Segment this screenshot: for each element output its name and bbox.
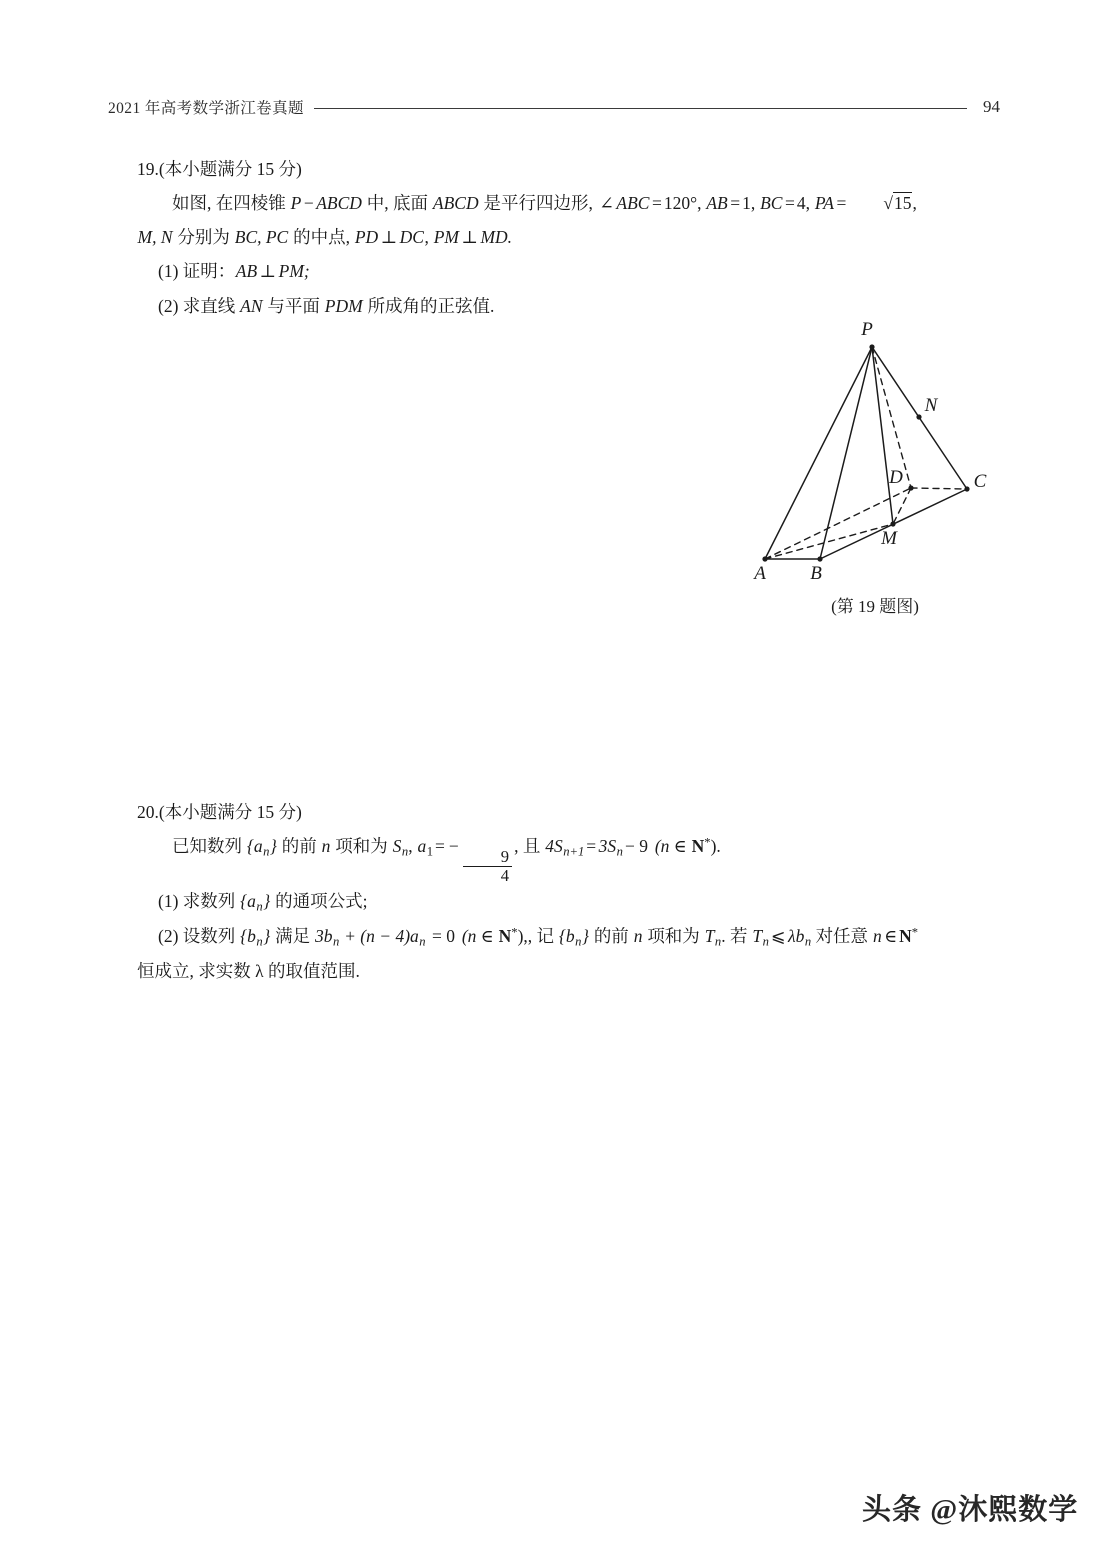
p20-le-symbol: ⩽ <box>770 926 786 947</box>
p20-star-3: * <box>911 926 919 941</box>
p20-var-n-1: n <box>321 836 331 857</box>
p20-paren-n-in: (n ∈ <box>654 836 692 857</box>
p20-comma-hidden: , <box>408 836 413 857</box>
running-header <box>108 96 1000 118</box>
math-1: 1, <box>742 193 756 214</box>
p20-4S: 4S <box>545 836 563 857</box>
p20-minus-9: − 9 <box>624 836 648 857</box>
p20-brace-close-1: } <box>269 836 277 857</box>
p20-paren-close-1: ). <box>710 836 721 857</box>
p20-T: T <box>704 926 715 947</box>
part-2-mid: 与平面 <box>263 295 325 316</box>
part-1-label: (1) 证明： <box>158 261 236 282</box>
vertex-dot-C <box>964 486 969 491</box>
figure-19-caption: (第 19 题图) <box>831 597 919 616</box>
problem-19 <box>137 152 1017 323</box>
p20-sub-1: 1 <box>426 844 434 859</box>
p20-part2-mid-1: 满足 <box>270 926 315 947</box>
p20-T-sub: n <box>714 934 722 949</box>
problem-19-part-1 <box>137 254 1017 288</box>
stem-text-4: 分别为 <box>173 227 235 248</box>
p20-T-2-sub: n <box>762 934 769 949</box>
p20-star-2: * <box>511 926 518 941</box>
math-eq-3: = <box>784 193 795 214</box>
problem-20-heading <box>137 795 1017 829</box>
math-M-N: M, N <box>137 227 173 248</box>
p20-part2-mid-2: , 记 <box>527 926 559 947</box>
math-120deg: 120°, <box>663 193 702 214</box>
vertex-dot-P <box>869 344 874 349</box>
math-angle-symbol: ∠ <box>599 193 614 214</box>
part-1-perp: ⊥ <box>259 261 277 282</box>
stem-text-2: 中, 底面 <box>362 193 433 214</box>
math-eq-4: = <box>836 193 847 214</box>
vertex-dot-B <box>817 556 822 561</box>
p20-part1-brace-an: {a <box>240 891 256 912</box>
p20-3S: 3S <box>598 836 617 857</box>
math-eq-1: = <box>651 193 662 214</box>
math-eq-2: = <box>730 193 741 214</box>
math-ABC: ABC <box>616 193 650 214</box>
dashed-edge-group <box>765 347 967 559</box>
math-PA: PA <box>814 193 834 214</box>
pyramid-diagram-svg <box>740 312 1010 587</box>
math-AB: AB <box>706 193 728 214</box>
part-2-label: (2) 求直线 <box>158 295 240 316</box>
math-DC: DC <box>399 227 424 248</box>
p20-brace-bn-2: {b <box>558 926 575 947</box>
problem-20-part-2-cont: 恒成立, 求实数 λ 的取值范围. <box>137 961 360 982</box>
p20-brace-bn-1: {b <box>240 926 256 947</box>
p20-frac-denominator: 4 <box>463 866 512 884</box>
stem-text-3: 是平行四边形, <box>479 193 598 214</box>
math-P: P <box>290 193 302 214</box>
vertex-dot-D <box>908 485 913 490</box>
p20-part2-mid-3: 的前 <box>589 926 634 947</box>
vertex-dot-N <box>916 414 921 419</box>
part-2-AN: AN <box>240 295 263 316</box>
page-number: 94 <box>983 97 1000 116</box>
p20-neg: − <box>448 836 459 857</box>
p20-sub-n-plus-1: n+1 <box>563 844 585 859</box>
radical-sign: √ <box>883 193 893 214</box>
p20-expr-3b: 3b <box>314 926 333 947</box>
p20-frac-numerator: 9 <box>500 847 510 867</box>
problem-19-stem-cont <box>137 220 1017 254</box>
stem-text-5: 的中点, <box>288 227 355 248</box>
p20-part1-sub-n: n <box>256 899 263 914</box>
vertex-label-C: C <box>973 471 987 492</box>
problem-20-stem <box>137 829 1017 884</box>
header-rule <box>314 108 967 109</box>
math-comma-2: , <box>424 227 429 248</box>
vertex-dot-M <box>890 521 895 526</box>
math-comma-1: , <box>912 193 917 214</box>
p20-a: a <box>417 836 427 857</box>
part-2-PDM: PDM <box>324 295 363 316</box>
p20-part2-mid-5: . 若 <box>721 926 752 947</box>
p20-N-bold-1: N <box>691 836 705 857</box>
vertex-label-P: P <box>861 319 873 340</box>
radicand-15: 15 <box>893 193 912 214</box>
p20-sub-n-3: n <box>616 844 623 859</box>
p20-text-1: 已知数列 <box>172 836 247 857</box>
problem-20-part-2 <box>137 919 1017 954</box>
math-PM: PM <box>433 227 459 248</box>
p20-lambda-b-sub: n <box>804 934 812 949</box>
edge-BP <box>820 347 872 559</box>
problem-19-score: (本小题满分 15 分) <box>158 159 302 179</box>
problem-19-heading <box>137 152 1017 186</box>
math-dash: − <box>303 193 314 214</box>
p20-part2-mid-6: 对任意 <box>811 926 873 947</box>
part-1-AB: AB <box>235 261 258 282</box>
hidden-edge-AM <box>765 524 893 559</box>
p20-in-symbol: ∈ <box>884 926 898 947</box>
p20-part1-tail: 的通项公式; <box>270 891 368 912</box>
p20-part2-label: (2) 设数列 <box>158 926 240 947</box>
p20-var-n-2: n <box>633 926 643 947</box>
problem-20-part-1 <box>137 884 1017 919</box>
math-BC-PC: BC, PC <box>234 227 289 248</box>
vertex-label-D: D <box>889 467 903 488</box>
p20-text-4: , 且 <box>514 836 545 857</box>
vertex-label-B: B <box>810 563 822 584</box>
edge-AP <box>765 347 872 559</box>
p20-bn-sub-2: n <box>575 934 582 949</box>
problem-20 <box>137 795 1017 989</box>
problem-20-number: 20. <box>137 802 159 822</box>
p20-bn-sub-1: n <box>256 934 263 949</box>
p20-N-bold-2: N <box>498 926 512 947</box>
p20-part1-label: (1) 求数列 <box>158 891 240 912</box>
p20-part2-mid-4: 项和为 <box>642 926 705 947</box>
vertex-dot-group <box>762 344 969 561</box>
math-PD: PD <box>354 227 379 248</box>
hidden-edge-DC <box>911 488 967 489</box>
p20-lambda-b: λb <box>788 926 805 947</box>
p20-fraction-9-4 <box>463 848 512 884</box>
vertex-label-N: N <box>924 395 938 416</box>
math-ABCD-2: ABCD <box>432 193 479 214</box>
stem-text-1: 如图, 在四棱锥 <box>172 193 291 214</box>
p20-sub-n-2: n <box>401 844 409 859</box>
problem-20-score: (本小题满分 15 分) <box>158 802 302 822</box>
p20-part1-brace-close: } <box>263 891 271 912</box>
p20-S: S <box>392 836 402 857</box>
vertex-label-A: A <box>754 563 766 584</box>
problem-19-number: 19. <box>137 159 159 179</box>
part-1-PM: PM; <box>278 261 310 282</box>
hidden-edge-DM <box>893 488 911 524</box>
p20-brace-close-3: } <box>581 926 589 947</box>
math-MD: MD. <box>480 227 513 248</box>
math-perp-2: ⊥ <box>461 227 478 248</box>
watermark: 头条 @沐熙数学 <box>862 1494 1079 1526</box>
p20-sub-n-1: n <box>263 844 270 859</box>
solid-edge-group <box>765 347 967 559</box>
vertex-dot-A <box>762 556 767 561</box>
p20-N-bold-3: N <box>899 926 912 947</box>
p20-eq-2: = <box>586 836 597 857</box>
p20-text-2: 的前 <box>277 836 322 857</box>
p20-paren-n-in-2: (n ∈ <box>461 926 499 947</box>
math-BC: BC <box>760 193 783 214</box>
header-title: 2021 年高考数学浙江卷真题 <box>108 100 304 117</box>
p20-expr-an-sub: n <box>419 934 426 949</box>
math-perp-1: ⊥ <box>380 227 398 248</box>
p20-brace-close-2: } <box>263 926 271 947</box>
p20-expr-eq-0: = 0 <box>427 926 455 947</box>
p20-star-1: * <box>704 835 711 850</box>
p20-T-2: T <box>752 926 763 947</box>
math-sqrt-15 <box>848 186 912 220</box>
figure-19 <box>740 312 1010 632</box>
math-ABCD: ABCD <box>316 193 362 214</box>
part-2-tail: 所成角的正弦值. <box>363 295 495 316</box>
p20-expr-mid: + (n − 4)a <box>339 926 419 947</box>
vertex-label-M: M <box>881 528 897 549</box>
p20-eq-1: = <box>435 836 445 857</box>
math-4: 4, <box>796 193 810 214</box>
p20-paren-close-2: ), <box>517 926 528 947</box>
p20-brace-an: {a <box>246 836 263 857</box>
problem-19-stem <box>137 186 1017 220</box>
p20-var-n-3: n <box>872 926 882 947</box>
p20-expr-3b-sub: n <box>332 934 340 949</box>
p20-text-3: 项和为 <box>330 836 393 857</box>
